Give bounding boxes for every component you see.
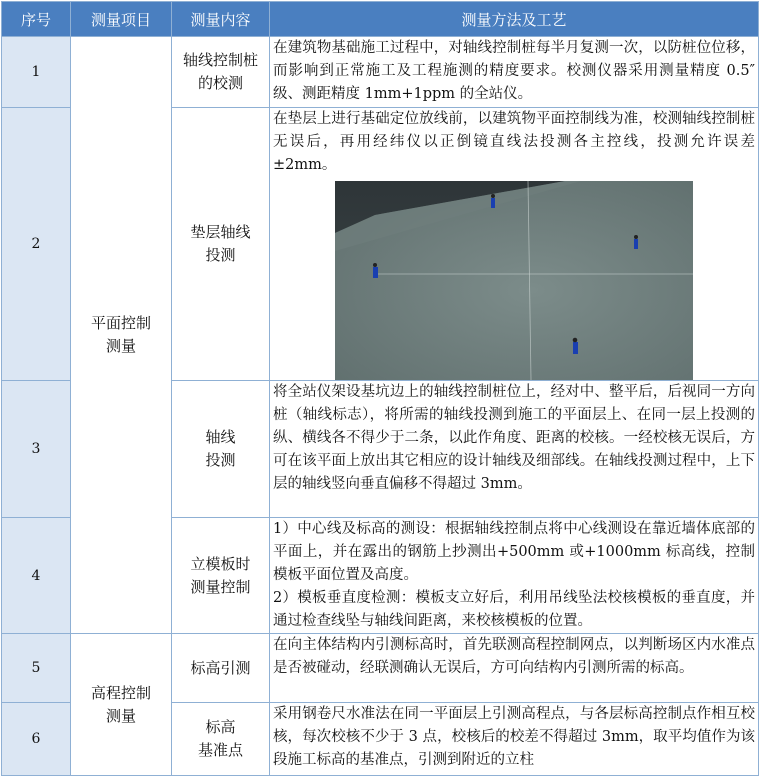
header-item: 测量项目	[71, 2, 172, 37]
row-content: 垫层轴线 投测	[172, 108, 270, 381]
table-row	[2, 634, 759, 703]
survey-site-photo	[335, 181, 693, 380]
group-elevation-control: 高程控制 测量	[71, 634, 172, 776]
method-text: 将全站仪架设基坑边上的轴线控制桩位上，经对中、整平后，后视同一方向桩（轴线标志），将所需的轴线投测到施工的平面层上、在同一层上投测的纵、横线各不得少于二条，以此作角度、距离的校核。一经校核无误后，方可在该平面上放出其它相应的设计轴线及细部线。在轴线投测过程中，上下层的轴线竖向垂直偏移不得超过 3mm。	[273, 384, 755, 492]
row-index: 3	[2, 381, 71, 518]
row-index: 2	[2, 108, 71, 381]
row-index: 5	[2, 634, 71, 703]
row-content: 标高 基准点	[172, 703, 270, 776]
row-content: 标高引测	[172, 634, 270, 703]
row-content: 轴线控制桩 的校测	[172, 37, 270, 108]
header-method: 测量方法及工艺	[270, 2, 759, 37]
method-text: 在向主体结构内引测标高时，首先联测高程控制网点，以判断场区内水准点是否被碰动，经联测确认无误后，方可向结构内引测所需的标高。	[273, 637, 755, 676]
row-method	[270, 381, 759, 518]
row-method	[270, 518, 759, 634]
row-method	[270, 703, 759, 776]
row-method	[270, 634, 759, 703]
group-plane-control: 平面控制 测量	[71, 37, 172, 634]
table-header-row	[2, 2, 759, 37]
row-content: 轴线 投测	[172, 381, 270, 518]
header-index: 序号	[2, 2, 71, 37]
row-index: 1	[2, 37, 71, 108]
table-row	[2, 37, 759, 108]
row-index: 4	[2, 518, 71, 634]
survey-table	[1, 1, 759, 776]
method-text: 1）中心线及标高的测设：根据轴线控制点将中心线测设在靠近墙体底部的平面上，并在露出的钢筋上抄测出+500mm 或+1000mm 标高线，控制模板平面位置及高度。	[273, 521, 755, 583]
row-method	[270, 37, 759, 108]
method-text: 在垫层上进行基础定位放线前，以建筑物平面控制线为准，校测轴线控制桩无误后，再用经纬仪以正倒镜直线法投测各主控线，投测允许误差±2mm。	[273, 111, 755, 173]
header-content: 测量内容	[172, 2, 270, 37]
surveyor-figure	[491, 194, 495, 208]
method-text: 采用钢卷尺水准法在同一平面层上引测高程点，与各层标高控制点作相互校核，每次校核不少于 3 点，校核后的校差不得超过 3mm，取平均值作为该段施工标高的基准点，引测到附近的立柱	[273, 706, 755, 768]
method-text: 在建筑物基础施工过程中，对轴线控制桩每半月复测一次，以防桩位位移，而影响到正常施工及工程施测的精度要求。校测仪器采用测量精度 0.5″ 级、测距精度 1mm+1ppm 的全站仪。	[273, 40, 755, 102]
row-content: 立模板时 测量控制	[172, 518, 270, 634]
surveyor-figure	[634, 235, 638, 249]
row-index: 6	[2, 703, 71, 776]
method-text: 2）模板垂直度检测：模板支立好后，利用吊线坠法校核模板的垂直度，并通过检查线坠与轴线间距离，来校核模板的位置。	[273, 590, 755, 629]
surveyor-figure	[573, 338, 578, 354]
row-method	[270, 108, 759, 381]
